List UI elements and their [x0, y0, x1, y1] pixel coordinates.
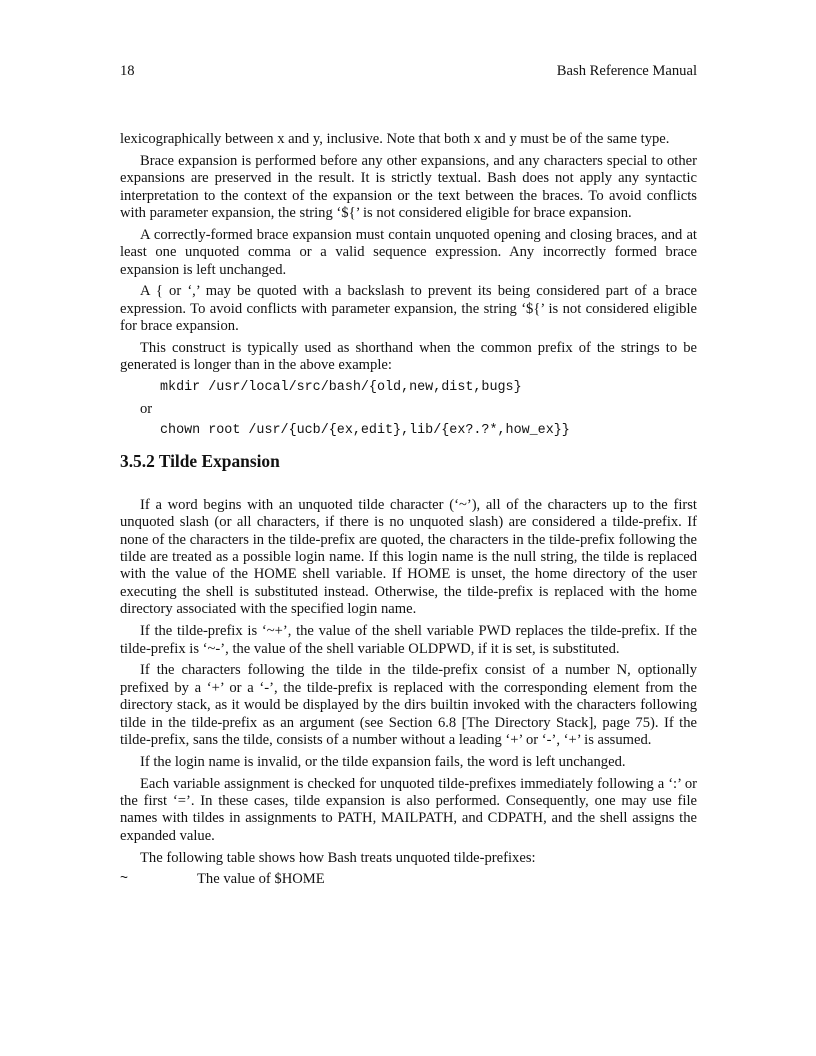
code-example: chown root /usr/{ucb/{ex,edit},lib/{ex?.?*,how_ex}} [160, 423, 570, 439]
paragraph: If a word begins with an unquoted tilde character (‘~’), all of the characters up to the first unquoted slash (or all characters, if there is no unquoted slash) are considered a tilde-prefix. If none of the characters in the tilde-prefix are quoted, the characters in the tilde-prefix following the tilde are treated as a possible login name. If this login name is the null string, the tilde is replaced with the value of the HOME shell variable. If HOME is unset, the home directory of the user executing the shell is substituted instead. Otherwise, the tilde-prefix is replaced with the home directory associated with the specified login name. [120, 496, 697, 618]
connector-text: or [140, 400, 153, 417]
paragraph: If the tilde-prefix is ‘~+’, the value of the shell variable PWD replaces the tilde-prefix. If the tilde-prefix is ‘~-’, the value of the shell variable OLDPWD, if it is set, is substituted. [120, 623, 697, 657]
code-example: mkdir /usr/local/src/bash/{old,new,dist,bugs} [160, 380, 522, 396]
page-number: 18 [120, 63, 135, 79]
table-value: The value of $HOME [197, 871, 325, 888]
paragraph: If the login name is invalid, or the tilde expansion fails, the word is left unchanged. [140, 753, 626, 770]
paragraph: If the characters following the tilde in the tilde-prefix consist of a number N, optionally prefixed by a ‘+’ or a ‘-’, the tilde-prefix is replaced with the corresponding element from the directory stack, as it would be displayed by the dirs builtin invoked with the characters following tilde in the tilde-prefix as an argument (see Section 6.8 [The Directory Stack], page 75). If the tilde-prefix, sans the tilde, consists of a number without a leading ‘+’ or ‘-’, ‘+’ is assumed. [120, 662, 697, 748]
table-row [120, 871, 697, 888]
table-key: ~ [120, 872, 129, 888]
paragraph: A { or ‘,’ may be quoted with a backslash to prevent its being considered part of a brace expression. To avoid conflicts with parameter expansion, the string ‘${’ is not considered eligible for brace expansion. [120, 283, 697, 335]
paragraph: Brace expansion is performed before any other expansions, and any characters special to other expansions are preserved in the result. It is strictly textual. Bash does not apply any syntactic interpretation to the context of the expansion or the text between the braces. To avoid conflicts with parameter expansion, the string ‘${’ is not considered eligible for brace expansion. [120, 152, 697, 222]
paragraph: The following table shows how Bash treats unquoted tilde-prefixes: [140, 849, 536, 866]
paragraph: This construct is typically used as shorthand when the common prefix of the strings to be generated is longer than in the above example: [120, 340, 697, 374]
page-body [120, 131, 697, 889]
paragraph: lexicographically between x and y, inclusive. Note that both x and y must be of the same type. [120, 131, 670, 147]
running-title: Bash Reference Manual [556, 63, 697, 79]
section-heading: 3.5.2 Tilde Expansion [120, 451, 280, 472]
paragraph: Each variable assignment is checked for unquoted tilde-prefixes immediately following a ‘:’ or the first ‘=’. In these cases, tilde expansion is also performed. Consequently, one may use file names with tildes in assignments to PATH, MAILPATH, and CDPATH, and the shell assigns the expanded value. [120, 775, 697, 844]
paragraph: A correctly-formed brace expansion must contain unquoted opening and closing braces, and at least one unquoted comma or a valid sequence expression. Any incorrectly formed brace expansion is left unchanged. [120, 226, 697, 278]
